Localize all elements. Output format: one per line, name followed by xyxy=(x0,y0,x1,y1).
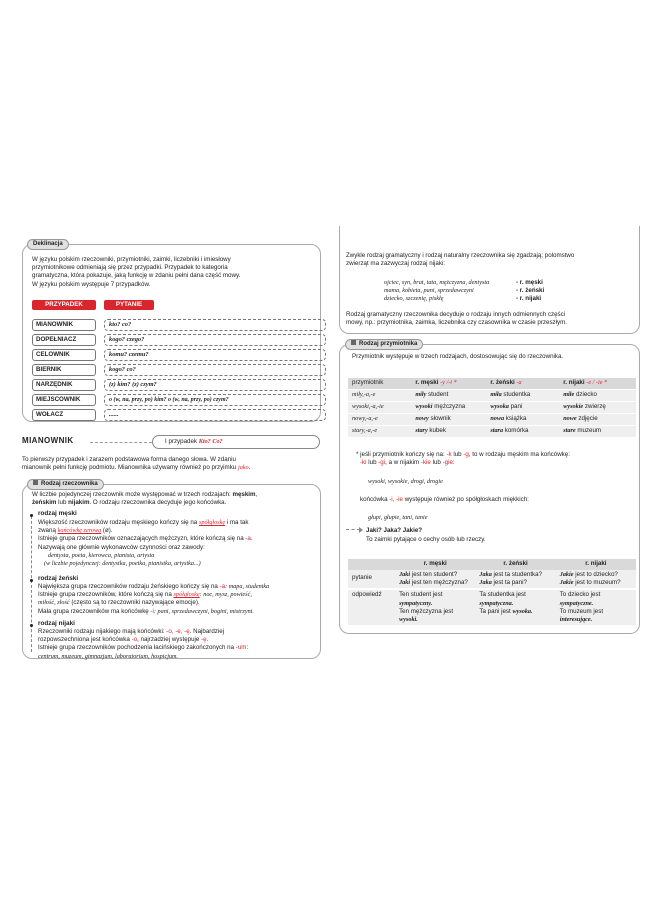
table-cell: stary,-a,-e xyxy=(348,426,411,438)
table-cell: stare muzeum xyxy=(559,426,636,438)
table-row xyxy=(348,390,636,402)
table-cell: stara komórka xyxy=(486,426,559,438)
przymiotnik-title: Rodzaj przymiotnika xyxy=(345,339,423,350)
rodzaj-title: Rodzaj rzeczownika xyxy=(27,479,104,490)
example-row: mama, kobieta, pani, sprzedawczyni - r. żeński xyxy=(384,287,545,294)
top-text-2 xyxy=(346,311,638,327)
zenski-text xyxy=(38,583,316,616)
text-line: dentysta, poeta, kierowca, pianista, artysta xyxy=(48,551,155,559)
table-header: r. nijaki xyxy=(556,559,636,570)
text-line: Istnieje grupa rzeczowników, które kończą się na spółgłoskę: noc, mysz, powieść, xyxy=(38,591,252,599)
case-row xyxy=(32,394,298,406)
table-cell: Jaki jest ten student? Jaki jest ten mężczyzna? xyxy=(395,570,475,588)
adjective-table xyxy=(348,378,636,438)
header-pytanie: PYTANIE xyxy=(104,300,154,310)
nijaki-text xyxy=(38,628,316,661)
intro-line: W liczbie pojedynczej rzeczownik może występować w trzech rodzajach: męskim, xyxy=(32,491,258,498)
example-row: dziecko, szczenię, piskłę - r. nijaki xyxy=(384,295,542,302)
table-header: przymiotnik xyxy=(348,378,411,390)
table-row xyxy=(348,426,636,438)
deklinacja-paragraph xyxy=(32,256,314,289)
rodzaj-dashline xyxy=(31,516,32,652)
case-question: o (w, na, przy, po) kim? o (w, na, przy, po) czym? xyxy=(104,394,326,406)
nijaki-label: rodzaj nijaki xyxy=(38,620,75,627)
jaki-table xyxy=(348,559,636,625)
table-cell: Ten student jest sympatyczny. Ten mężczyzna jest wysoki. xyxy=(395,590,475,625)
text-line: Nazywają one głównie wykonawców czynności oraz zawody: xyxy=(38,543,205,551)
top-text xyxy=(346,252,638,268)
table-cell: wysoki mężczyzna xyxy=(411,402,486,414)
para-line: przymiotnikowe odmieniają się przez przypadki. Przypadek to kategoria xyxy=(32,264,228,272)
jaki-desc: To zaimki pytające o cechy osób lub rzeczy. xyxy=(366,536,486,543)
note-line-3: końcówka -i, -ie występuje również po spółgłoskach miękkich: xyxy=(360,496,529,503)
table-row xyxy=(348,402,636,414)
text-line: Rzeczowniki rodzaju nijakiego mają końcówki: -o, -e, -ę. Najbardziej xyxy=(38,628,225,635)
case-question: komu? czemu? xyxy=(104,349,326,361)
row-label: pytanie xyxy=(348,570,395,588)
case-name: MIANOWNIK xyxy=(32,319,96,331)
para-line: gramatyczna, która pokazuje, jaką funkcję w zdaniu pełni dana część mowy. xyxy=(32,272,241,280)
case-name: MIEJSCOWNIK xyxy=(32,394,96,406)
case-row xyxy=(32,364,298,376)
table-cell: nowy,-a,-e xyxy=(348,414,411,426)
table-header: r. żeński xyxy=(475,559,555,570)
table-row xyxy=(348,570,636,588)
meski-label: rodzaj męski xyxy=(38,510,77,517)
table-header: r. nijaki -e / -ie * xyxy=(559,378,636,390)
note-line: -ki lub -gi, a w nijakim -kie lub -gie: xyxy=(360,459,455,467)
case-question: Kto? Co? xyxy=(198,438,223,445)
case-question: kto? co? xyxy=(104,319,326,331)
table-cell: miły,-a,-e xyxy=(348,390,411,402)
text-line: Większość rzeczowników rodzaju męskiego kończy się na spółgłoskę i ma tak xyxy=(38,519,249,526)
mianownik-intro xyxy=(22,456,320,472)
table-cell: wysoki,-a,-ie xyxy=(348,402,411,414)
przymiotnik-intro: Przymiotnik występuje w trzech rodzajach, dostosowując się do rzeczownika. xyxy=(352,353,564,360)
table-cell: stary kubek xyxy=(411,426,486,438)
text-line: Mała grupa rzeczowników ma końcówkę -i: pani, sprzedawczyni, bogini, mistrzyni. xyxy=(38,607,254,615)
case-row xyxy=(32,409,298,421)
table-cell: wysoka pani xyxy=(486,402,559,414)
arrow-icon xyxy=(346,529,360,530)
text-line: rozpowszechniona jest końcówka -o, najrzadziej występuje -ę. xyxy=(38,636,209,644)
table-header xyxy=(348,559,395,570)
table-row xyxy=(348,590,636,625)
table-cell: Jaka jest ta studentka? Jaka jest ta pani? xyxy=(475,570,555,588)
table-cell: Ta studentka jest sympatyczna. Ta pani jest wysoka. xyxy=(475,590,555,625)
case-row xyxy=(32,379,298,391)
case-row xyxy=(32,319,298,331)
row-label: odpowiedź xyxy=(348,590,395,625)
text-line: zwaną końcówkę zerową (ø). xyxy=(38,527,113,535)
case-name: NARZĘDNIK xyxy=(32,379,96,391)
text-line: Największa grupa rzeczowników rodzaju żeńskiego kończy się na -a: mapa, studentka xyxy=(38,583,270,590)
para-line: W języku polskim rzeczowniki, przymiotniki, zaimki, liczebniki i imiesłowy xyxy=(32,256,231,263)
case-name: DOPEŁNIACZ xyxy=(32,334,96,346)
text-line: Istnieje grupa rzeczowników pochodzenia łacińskiego zakończonych na -um: xyxy=(38,644,249,652)
case-question: ...... xyxy=(104,409,326,421)
zenski-label: rodzaj żeński xyxy=(38,575,79,582)
bullet-dot xyxy=(30,514,33,517)
case-row xyxy=(32,349,298,361)
case-row xyxy=(32,334,298,346)
text-line: Istnieje grupa rzeczowników oznaczających mężczyzn, które kończą się na -a. xyxy=(38,535,253,543)
table-cell: miły student xyxy=(411,390,486,402)
mianownik-title: MIANOWNIK xyxy=(22,436,74,445)
text-line: mowy, np.: przymiotnika, zaimka, liczebnika czy czasownika w czasie przeszłym. xyxy=(346,319,567,327)
text-line: Rodzaj gramatyczny rzeczownika decyduje o rodzaju innych odmiennych części xyxy=(346,311,566,318)
note-line: * jeśli przymiotnik kończy się na: -k lub -g, to w rodzaju męskim ma końcówkę: xyxy=(356,451,570,458)
intro-line: żeńskim lub nijakim. O rodzaju rzeczownika decyduje jego końcówka. xyxy=(32,499,227,507)
case-question: kogo? czego? xyxy=(104,334,326,346)
table-header: r. męski xyxy=(395,559,475,570)
case-name: CELOWNIK xyxy=(32,349,96,361)
case-name: BIERNIK xyxy=(32,364,96,376)
bullet-dot xyxy=(30,624,33,627)
arrow-head-icon xyxy=(359,527,363,533)
table-cell: nowa książka xyxy=(486,414,559,426)
meski-text xyxy=(38,519,316,568)
mianownik-divider xyxy=(90,442,152,443)
text-line: miłość, złość (często są to rzeczowniki nazywające emocje). xyxy=(38,599,200,607)
header-przypadek: PRZYPADEK xyxy=(32,300,96,310)
text-line: (w liczbie pojedynczej: dentystka, poetka, pianistka, artystka...) xyxy=(44,559,201,567)
rodzaj-intro xyxy=(32,491,318,507)
table-cell: miła studentka xyxy=(486,390,559,402)
example-1: wysoki, wysokie, drogi, drogie xyxy=(368,478,443,485)
table-cell: To dziecko jest sympatyczne. To muzeum jest interesujące. xyxy=(556,590,636,625)
square-icon xyxy=(33,480,38,485)
example-row: ojciec, syn, brat, tata, mężczyzna, dentysta - r. męski xyxy=(384,279,543,286)
text-line: Zwykle rodzaj gramatyczny i rodzaj naturalny rzeczownika się zgadzają; polomstwo xyxy=(346,252,575,259)
table-cell: miłe dziecko xyxy=(559,390,636,402)
case-label: I przypadek xyxy=(165,438,197,445)
square-icon xyxy=(351,340,356,345)
table-cell: wysokie zwierzę xyxy=(559,402,636,414)
intro-line: mianownik pełni funkcję podmiotu. Mianownika używamy również po przyimku jako. xyxy=(22,464,251,472)
case-question: kogo? co? xyxy=(104,364,326,376)
case-name: WOŁACZ xyxy=(32,409,96,421)
table-header: r. męski -y /-i * xyxy=(411,378,486,390)
mianownik-case-pill xyxy=(152,435,320,449)
table-header-row xyxy=(348,559,636,570)
table-cell: Jakie jest to dziecko? Jakie jest to muzeum? xyxy=(556,570,636,588)
table-cell: nowe zdjęcie xyxy=(559,414,636,426)
example-2: głupi, głupie, tani, tanie xyxy=(368,514,428,521)
bullet-dot xyxy=(30,579,33,582)
para-line: W języku polskim występuje 7 przypadków. xyxy=(32,280,151,288)
deklinacja-title: Deklinacja xyxy=(27,239,69,250)
table-row xyxy=(348,414,636,426)
case-question: (z) kim? (z) czym? xyxy=(104,379,326,391)
text-line: centrum, muzeum, gimnazjum, laboratorium, hospicjum. xyxy=(38,652,179,660)
przymiotnik-notes xyxy=(356,451,636,467)
table-header: r. żeński -a xyxy=(486,378,559,390)
intro-line: To pierwszy przypadek i zarazem podstawowa forma danego słowa. W zdaniu xyxy=(22,456,236,463)
table-cell: nowy słownik xyxy=(411,414,486,426)
text-line: zwierząt ma zazwyczaj rodzaj nijaki: xyxy=(346,260,446,268)
table-header-row xyxy=(348,378,636,390)
example-list xyxy=(384,279,584,303)
jaki-title: Jaki? Jaka? Jakie? xyxy=(366,527,423,534)
